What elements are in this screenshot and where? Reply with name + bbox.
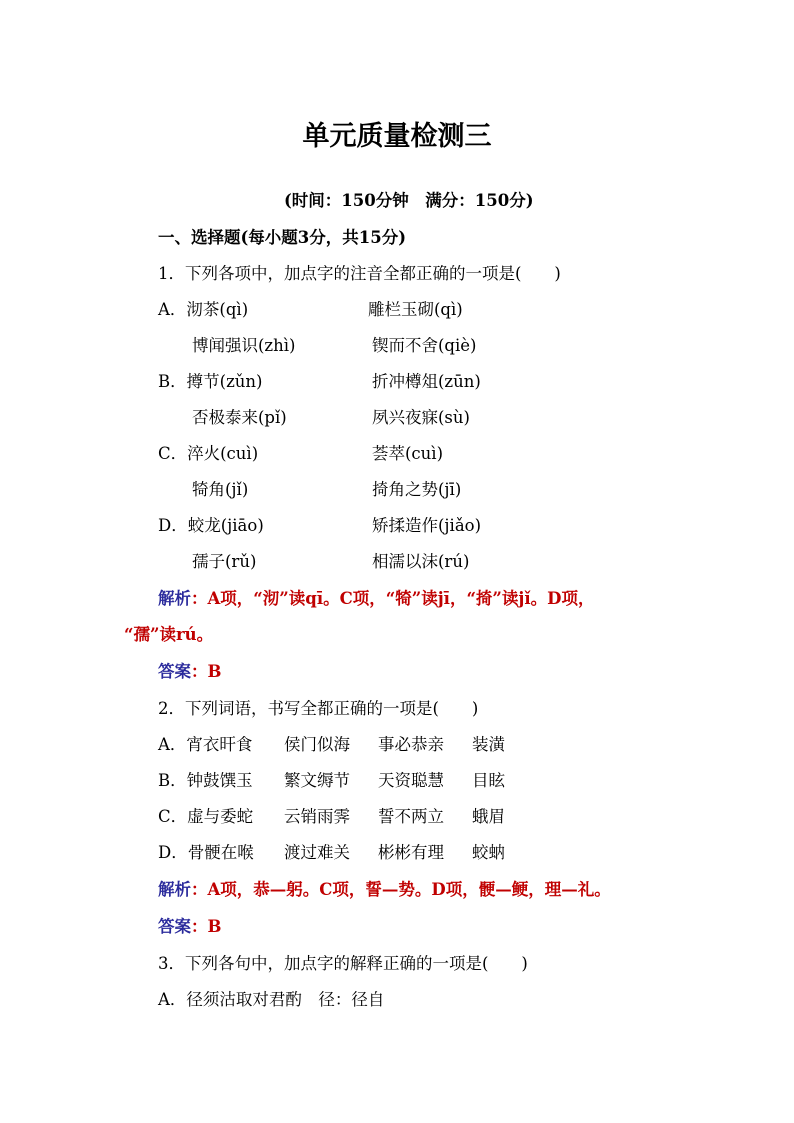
q1-option-row <box>192 335 477 357</box>
q1-option-row <box>158 443 444 465</box>
q2-word: A．宵衣旰食 <box>158 735 253 754</box>
q1-option-right: 折冲樽俎(zūn) <box>372 372 481 391</box>
q2-word: 天资聪慧 <box>378 771 444 790</box>
analysis-text: ：A项，恭—躬。C项，誓—势。D项，骾—鲠，理—礼。 <box>191 880 611 899</box>
q1-option-row <box>158 371 481 393</box>
q1-analysis <box>158 588 594 610</box>
q2-word: C．虚与委蛇 <box>158 807 254 826</box>
q1-answer <box>158 661 221 683</box>
q2-word: 事必恭亲 <box>378 735 444 754</box>
q1-analysis-cont: “孺”读rú。 <box>124 625 214 644</box>
answer-value: ：B <box>191 662 222 681</box>
q2-option-row <box>158 842 505 864</box>
q1-option-left: 犄角(jǐ) <box>192 480 249 499</box>
q3-stem: 3．下列各句中，加点字的解释正确的一项是( ) <box>158 954 528 973</box>
q2-word: 蛟蚋 <box>472 843 505 862</box>
analysis-text: ：A项，“沏”读qī。C项，“犄”读jī，“掎”读jǐ。D项， <box>191 589 595 608</box>
q1-option-right: 矫揉造作(jiǎo) <box>372 516 482 535</box>
analysis-label: 解析 <box>158 880 191 899</box>
exam-meta: (时间：150分钟 满分：150分) <box>284 191 534 210</box>
q1-option-row <box>158 515 482 537</box>
q2-word: B．钟鼓馔玉 <box>158 771 253 790</box>
answer-label: 答案 <box>158 662 191 681</box>
q1-option-right: 掎角之势(jī) <box>372 480 462 499</box>
q1-option-left: B．撙节(zǔn) <box>158 372 263 391</box>
section-heading: 一、选择题(每小题3分，共15分) <box>158 228 407 247</box>
q1-option-right: 相濡以沫(rú) <box>372 552 470 571</box>
q2-word: 侯门似海 <box>284 735 350 754</box>
q2-word: 渡过难关 <box>284 843 350 862</box>
q1-stem: 1．下列各项中，加点字的注音全都正确的一项是( ) <box>158 264 561 283</box>
q2-word: 誓不两立 <box>378 807 444 826</box>
q2-stem: 2．下列词语，书写全都正确的一项是( ) <box>158 699 479 718</box>
q2-word: 目眩 <box>472 771 505 790</box>
q1-option-left: C．淬火(cuì) <box>158 444 259 463</box>
q2-analysis <box>158 879 611 901</box>
q1-option-left: 否极泰来(pǐ) <box>192 408 287 427</box>
q1-option-left: 博闻强识(zhì) <box>192 336 296 355</box>
q2-answer <box>158 916 221 938</box>
analysis-label: 解析 <box>158 589 191 608</box>
q3-option-a: A．径须沽取对君酌 径：径自 <box>158 990 385 1009</box>
q2-word: 蛾眉 <box>472 807 505 826</box>
q1-option-right: 锲而不舍(qiè) <box>372 336 477 355</box>
q2-word: 彬彬有理 <box>378 843 444 862</box>
q1-option-right: 雕栏玉砌(qì) <box>368 300 463 319</box>
q1-option-row <box>192 407 470 429</box>
q2-word: 云销雨霁 <box>284 807 350 826</box>
q1-option-row <box>192 479 462 501</box>
q2-word: 繁文缛节 <box>284 771 350 790</box>
q2-word: D．骨骾在喉 <box>158 843 254 862</box>
q2-option-row <box>158 770 505 792</box>
q1-option-right: 荟萃(cuì) <box>372 444 444 463</box>
q2-option-row <box>158 806 505 828</box>
q1-option-row <box>158 299 463 321</box>
q1-option-left: D．蛟龙(jiāo) <box>158 516 264 535</box>
q1-option-right: 夙兴夜寐(sù) <box>372 408 470 427</box>
answer-value: ：B <box>191 917 222 936</box>
q2-word: 装潢 <box>472 735 505 754</box>
page-title: 单元质量检测三 <box>302 121 492 152</box>
q1-option-row <box>192 551 470 573</box>
q2-option-row <box>158 734 505 756</box>
q1-option-left: A．沏茶(qì) <box>158 300 249 319</box>
answer-label: 答案 <box>158 917 191 936</box>
q1-option-left: 孺子(rǔ) <box>192 552 257 571</box>
